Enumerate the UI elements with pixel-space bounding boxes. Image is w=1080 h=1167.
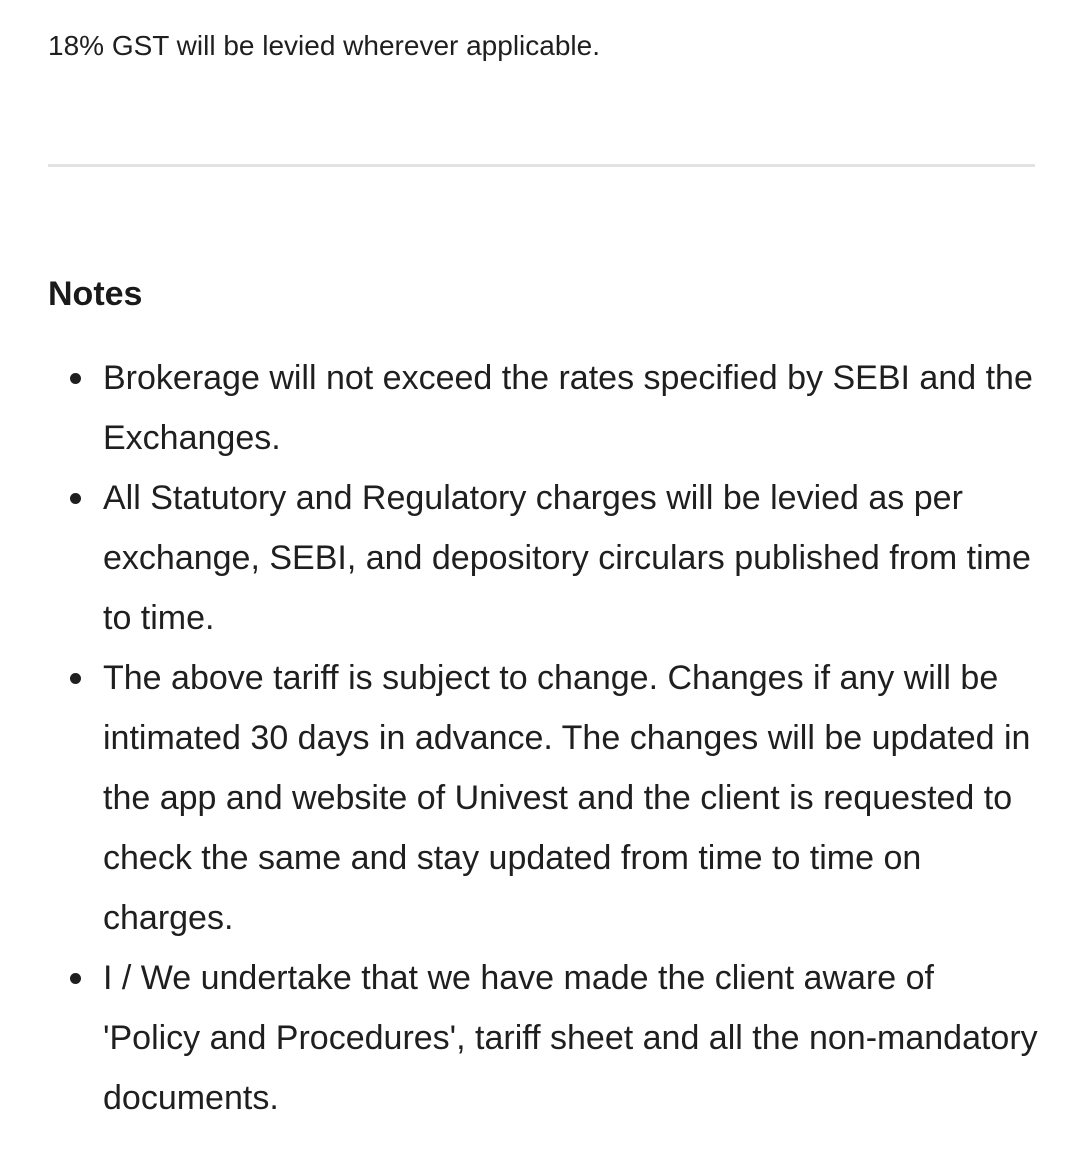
notes-title: Notes xyxy=(48,275,143,313)
notes-item-text: All Statutory and Regulatory charges will be levied as per exchange, SEBI, and depository circulars published from time to time. xyxy=(103,479,1031,637)
notes-item-tariff-change xyxy=(48,648,1038,948)
notes-item-text: I / We undertake that we have made the client aware of 'Policy and Procedures', tariff sheet and all the non-mandatory documents. xyxy=(103,959,1038,1117)
notes-item-brokerage xyxy=(48,348,1038,468)
bullet-dot xyxy=(70,493,81,504)
bullet-dot xyxy=(70,373,81,384)
bullet-dot xyxy=(70,673,81,684)
notes-item-text: The above tariff is subject to change. Changes if any will be intimated 30 days in advance. The changes will be updated in the app and website of Univest and the client is requested to check the same and stay updated from time to time on charges. xyxy=(103,659,1031,937)
notes-item-text: Brokerage will not exceed the rates specified by SEBI and the Exchanges. xyxy=(103,359,1033,457)
bullet-dot xyxy=(70,973,81,984)
section-divider xyxy=(48,164,1035,167)
notes-item-statutory-charges xyxy=(48,468,1038,648)
gst-note: 18% GST will be levied wherever applicable. xyxy=(48,30,600,61)
notes-item-undertaking xyxy=(48,948,1038,1128)
notes-list xyxy=(48,348,1038,1128)
